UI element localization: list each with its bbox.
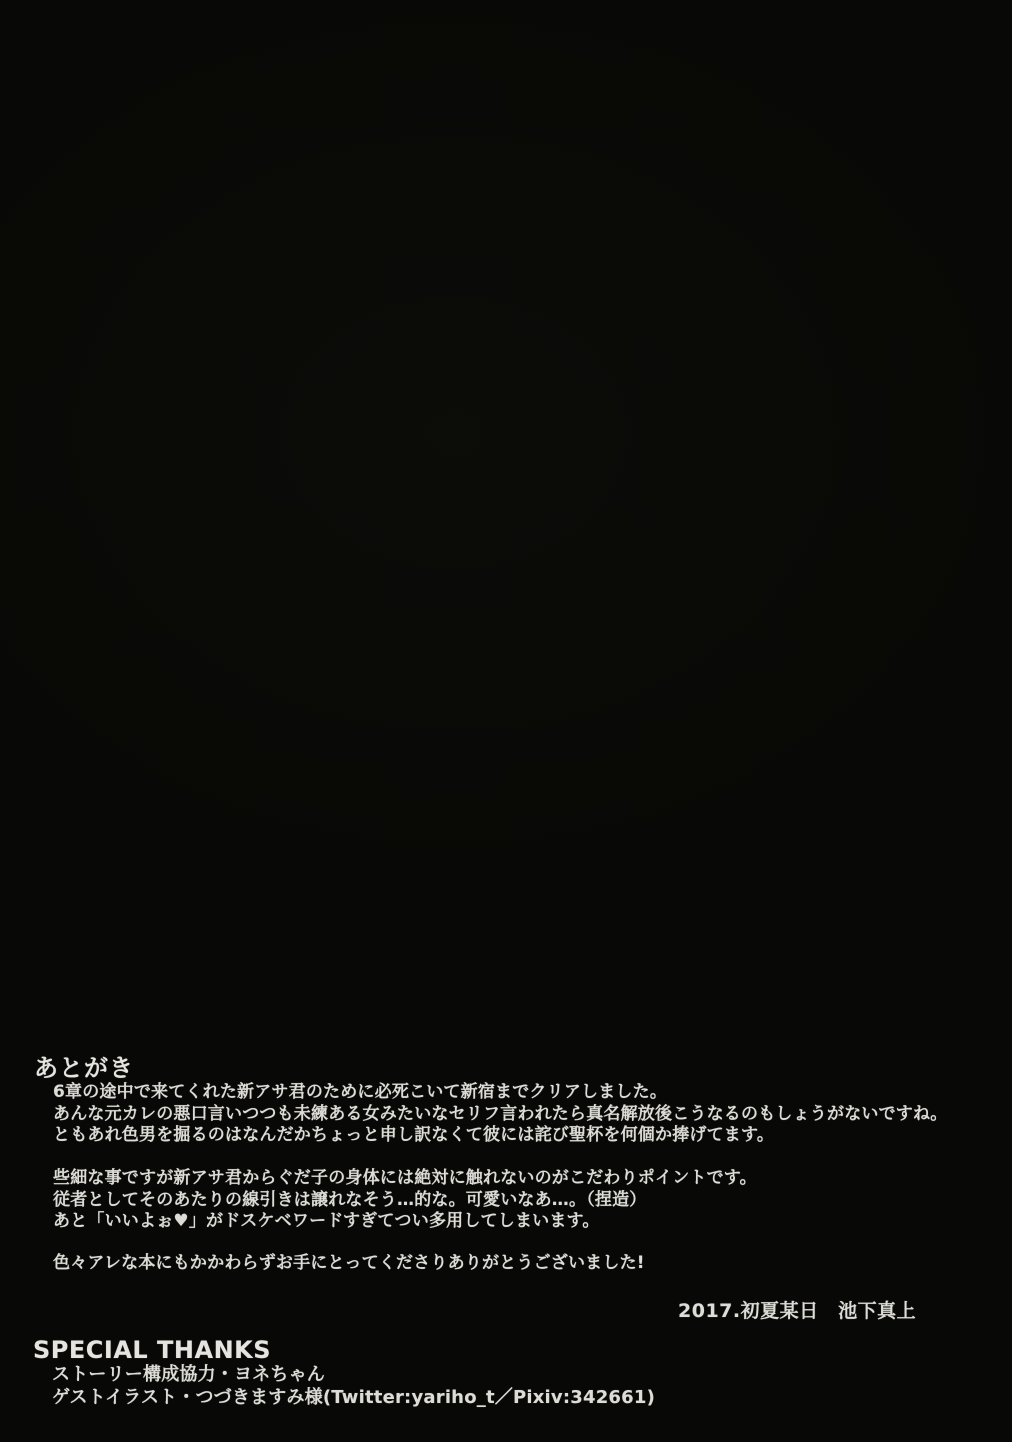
afterword-paragraph2-line1: 些細な事ですが新アサ君からぐだ子の身体には絶対に触れないのがこだわりポイントです。 [53, 1168, 757, 1188]
special-thanks-credits [52, 1363, 655, 1409]
afterword-paragraph2-line2: 従者としてそのあたりの線引きは譲れなそう…的な。可愛いなあ…。（捏造） [53, 1189, 647, 1210]
afterword-paragraph-3 [53, 1253, 645, 1275]
afterword-paragraph-1 [53, 1082, 947, 1147]
credit-guest-illustration: ゲストイラスト・つづきますみ様(Twitter:yariho_t／Pixiv:342661) [52, 1387, 656, 1408]
credit-story-collaboration: ストーリー構成協力・ヨネちゃん [52, 1364, 325, 1385]
afterword-paragraph2-line3: あと「いいよぉ♥」がドスケベワードすぎてつい多用してしまいます。 [53, 1211, 600, 1231]
afterword-paragraph1-line1: 6章の途中で来てくれた新アサ君のために必死こいて新宿までクリアしました。 [53, 1082, 668, 1102]
special-thanks-heading: SPECIAL THANKS [33, 1336, 272, 1364]
afterword-paragraph1-line2: あんな元カレの悪口言いつつも未練ある女みたいなセリフ言われたら真名解放後こうなるのもしょうがないですね。 [53, 1103, 948, 1124]
afterword-paragraph1-line3: ともあれ色男を掘るのはなんだかちょっと申し訳なくて彼には詫び聖杯を何個か捧げてます。 [53, 1125, 775, 1145]
afterword-date-signature: 2017.初夏某日 池下真上 [678, 1300, 917, 1322]
afterword-thanks-line: 色々アレな本にもかかわらずお手にとってくださりありがとうございました! [53, 1253, 645, 1273]
afterword-heading: あとがき [34, 1054, 134, 1082]
afterword-paragraph-2 [53, 1168, 757, 1233]
